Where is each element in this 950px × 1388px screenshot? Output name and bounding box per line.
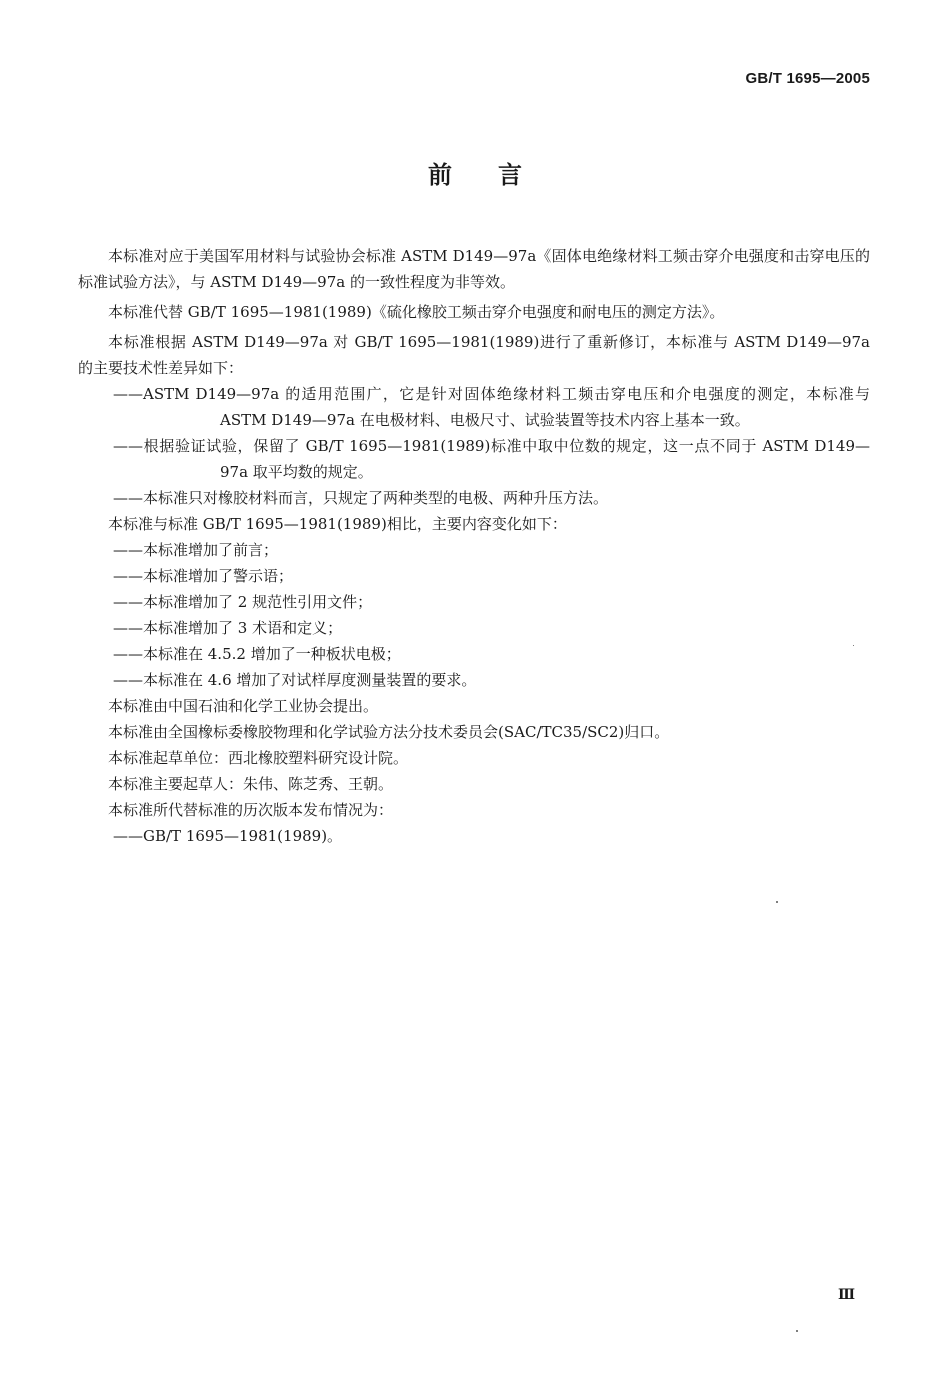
foreword-body (78, 243, 870, 849)
paragraph-proposer: 本标准由中国石油和化学工业协会提出。 (108, 697, 379, 715)
list-item-change: ——本标准增加了前言； (113, 541, 279, 559)
list-item-change: ——本标准在 4.6 增加了对试样厚度测量装置的要求。 (113, 671, 477, 689)
list-item-difference: ——ASTM D149—97a 的适用范围广，它是针对固体绝缘材料工频击穿电压和介电强度的测定，本标准与 ASTM D149—97a 在电极材料、电极尺寸、试验装置等技术内容上基本一致。 (113, 385, 870, 429)
list-item-difference: ——根据验证试验，保留了 GB/T 1695—1981(1989)标准中取中位数的规定，这一点不同于 ASTM D149—97a 取平均数的规定。 (113, 437, 870, 481)
paragraph-committee: 本标准由全国橡标委橡胶物理和化学试验方法分技术委员会(SAC/TC35/SC2)归口。 (108, 723, 670, 741)
paragraph-changes-intro: 本标准与标准 GB/T 1695—1981(1989)相比，主要内容变化如下： (108, 515, 567, 533)
scan-speck (776, 901, 778, 903)
title-char-2: 言 (498, 161, 522, 189)
paragraph-replacement: 本标准代替 GB/T 1695—1981(1989)《硫化橡胶工频击穿介电强度和耐电压的测定方法》。 (108, 303, 725, 321)
paragraph-revision: 本标准根据 ASTM D149—97a 对 GB/T 1695—1981(1989)进行了重新修订，本标准与 ASTM D149—97a 的主要技术性差异如下： (78, 333, 870, 377)
page-title (0, 155, 950, 190)
list-item-change: ——本标准在 4.5.2 增加了一种板状电极； (113, 645, 401, 663)
list-item-change: ——本标准增加了 3 术语和定义； (113, 619, 343, 637)
title-char-1: 前 (428, 161, 452, 189)
paragraph-drafters: 本标准主要起草人：朱伟、陈芝秀、王朝。 (108, 775, 394, 793)
list-item-difference: ——本标准只对橡胶材料而言，只规定了两种类型的电极、两种升压方法。 (113, 489, 609, 507)
list-item-change: ——本标准增加了警示语； (113, 567, 294, 585)
page-number: Ⅲ (838, 1287, 856, 1303)
paragraph-history-intro: 本标准所代替标准的历次版本发布情况为： (108, 801, 394, 819)
list-item-history: ——GB/T 1695—1981(1989)。 (113, 827, 343, 845)
scan-speck (853, 645, 854, 646)
scan-speck (796, 1330, 798, 1332)
paragraph-correspondence: 本标准对应于美国军用材料与试验协会标准 ASTM D149—97a《固体电绝缘材料工频击穿介电强度和击穿电压的标准试验方法》，与 ASTM D149—97a 的一致性程度为非等效。 (78, 247, 870, 291)
paragraph-drafting-unit: 本标准起草单位：西北橡胶塑料研究设计院。 (108, 749, 409, 767)
list-item-change: ——本标准增加了 2 规范性引用文件； (113, 593, 373, 611)
standard-code: GB/T 1695—2005 (745, 70, 870, 87)
